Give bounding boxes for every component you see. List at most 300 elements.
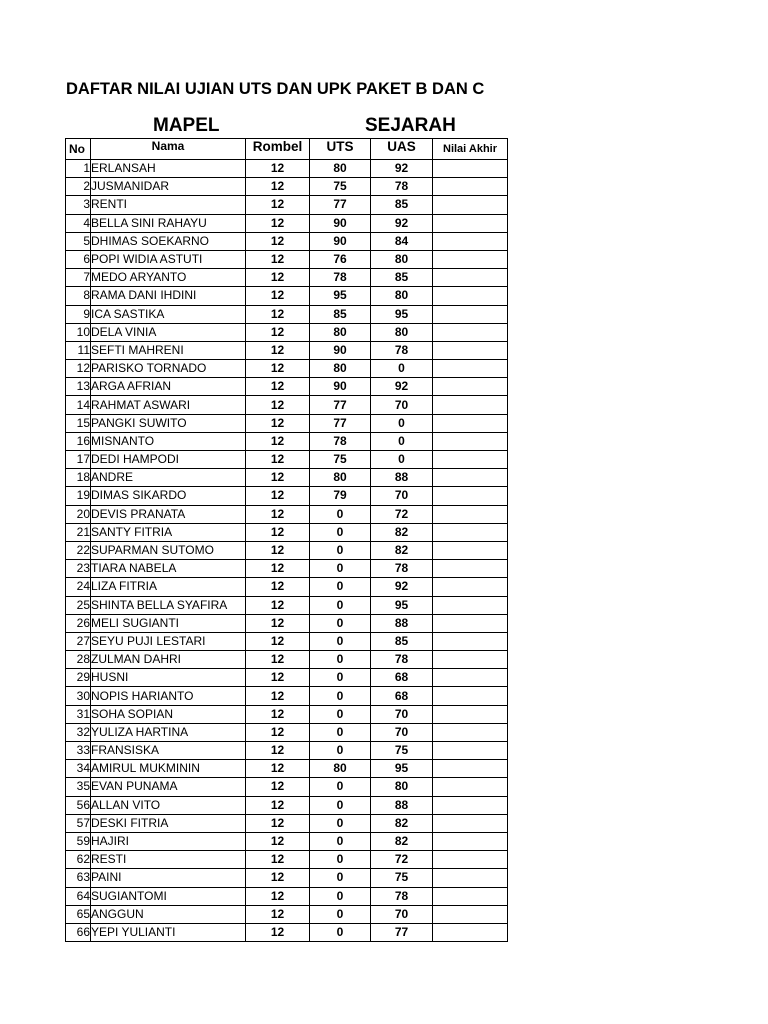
- cell-uts: 0: [310, 687, 371, 705]
- cell-uts: 80: [310, 760, 371, 778]
- cell-uts: 90: [310, 214, 371, 232]
- header-rombel: Rombel: [246, 139, 310, 160]
- cell-uas: 95: [371, 305, 433, 323]
- cell-uas: 88: [371, 614, 433, 632]
- cell-uts: 0: [310, 778, 371, 796]
- cell-no: 6: [66, 250, 91, 268]
- table-header-row: [66, 139, 508, 160]
- cell-uts: 0: [310, 887, 371, 905]
- cell-uts: 77: [310, 396, 371, 414]
- cell-nilai-akhir: [433, 669, 508, 687]
- cell-nama: ALLAN VITO: [91, 796, 246, 814]
- cell-nilai-akhir: [433, 287, 508, 305]
- cell-nama: TIARA NABELA: [91, 560, 246, 578]
- cell-uts: 90: [310, 232, 371, 250]
- cell-nama: SUPARMAN SUTOMO: [91, 541, 246, 559]
- cell-no: 20: [66, 505, 91, 523]
- mapel-label: MAPEL: [153, 115, 220, 136]
- cell-rombel: 12: [246, 923, 310, 941]
- cell-uas: 92: [371, 160, 433, 178]
- cell-no: 35: [66, 778, 91, 796]
- grades-table: [65, 138, 508, 942]
- cell-nama: YULIZA HARTINA: [91, 723, 246, 741]
- cell-rombel: 12: [246, 432, 310, 450]
- cell-nilai-akhir: [433, 360, 508, 378]
- cell-rombel: 12: [246, 887, 310, 905]
- cell-rombel: 12: [246, 523, 310, 541]
- cell-rombel: 12: [246, 305, 310, 323]
- table-row: [66, 887, 508, 905]
- table-row: [66, 178, 508, 196]
- cell-uts: 80: [310, 160, 371, 178]
- cell-uts: 79: [310, 487, 371, 505]
- cell-nama: ZULMAN DAHRI: [91, 651, 246, 669]
- cell-rombel: 12: [246, 487, 310, 505]
- cell-uas: 70: [371, 396, 433, 414]
- cell-uas: 82: [371, 541, 433, 559]
- cell-nama: MELI SUGIANTI: [91, 614, 246, 632]
- cell-nilai-akhir: [433, 687, 508, 705]
- cell-nilai-akhir: [433, 560, 508, 578]
- document-title: DAFTAR NILAI UJIAN UTS DAN UPK PAKET B DAN C: [66, 80, 485, 98]
- cell-nilai-akhir: [433, 487, 508, 505]
- cell-no: 64: [66, 887, 91, 905]
- cell-no: 32: [66, 723, 91, 741]
- cell-nama: RESTI: [91, 851, 246, 869]
- cell-no: 34: [66, 760, 91, 778]
- cell-no: 65: [66, 905, 91, 923]
- cell-uas: 82: [371, 814, 433, 832]
- table-row: [66, 923, 508, 941]
- cell-rombel: 12: [246, 323, 310, 341]
- table-row: [66, 196, 508, 214]
- cell-uts: 90: [310, 378, 371, 396]
- cell-uts: 77: [310, 196, 371, 214]
- cell-nama: BELLA SINI RAHAYU: [91, 214, 246, 232]
- cell-uts: 85: [310, 305, 371, 323]
- cell-nilai-akhir: [433, 341, 508, 359]
- cell-rombel: 12: [246, 596, 310, 614]
- cell-uts: 77: [310, 414, 371, 432]
- cell-nilai-akhir: [433, 396, 508, 414]
- cell-nilai-akhir: [433, 723, 508, 741]
- mapel-subject: SEJARAH: [365, 115, 456, 136]
- cell-nama: MEDO ARYANTO: [91, 269, 246, 287]
- cell-nilai-akhir: [433, 305, 508, 323]
- cell-no: 10: [66, 323, 91, 341]
- table-row: [66, 160, 508, 178]
- cell-uas: 75: [371, 742, 433, 760]
- cell-nilai-akhir: [433, 596, 508, 614]
- cell-uas: 95: [371, 596, 433, 614]
- cell-uas: 85: [371, 632, 433, 650]
- cell-nilai-akhir: [433, 742, 508, 760]
- cell-nama: SUGIANTOMI: [91, 887, 246, 905]
- header-uas: UAS: [371, 139, 433, 160]
- cell-rombel: 12: [246, 360, 310, 378]
- table-row: [66, 560, 508, 578]
- cell-nama: YEPI YULIANTI: [91, 923, 246, 941]
- cell-rombel: 12: [246, 705, 310, 723]
- cell-rombel: 12: [246, 778, 310, 796]
- table-row: [66, 305, 508, 323]
- cell-nama: ARGA AFRIAN: [91, 378, 246, 396]
- cell-uas: 70: [371, 705, 433, 723]
- cell-nilai-akhir: [433, 851, 508, 869]
- cell-rombel: 12: [246, 723, 310, 741]
- cell-no: 28: [66, 651, 91, 669]
- cell-nama: DHIMAS SOEKARNO: [91, 232, 246, 250]
- cell-rombel: 12: [246, 742, 310, 760]
- table-row: [66, 487, 508, 505]
- cell-rombel: 12: [246, 505, 310, 523]
- cell-rombel: 12: [246, 869, 310, 887]
- table-row: [66, 905, 508, 923]
- table-row: [66, 269, 508, 287]
- cell-rombel: 12: [246, 905, 310, 923]
- cell-uts: 0: [310, 578, 371, 596]
- cell-rombel: 12: [246, 232, 310, 250]
- cell-nilai-akhir: [433, 505, 508, 523]
- header-uts: UTS: [310, 139, 371, 160]
- cell-uas: 72: [371, 505, 433, 523]
- table-row: [66, 832, 508, 850]
- cell-uas: 80: [371, 287, 433, 305]
- table-row: [66, 778, 508, 796]
- cell-no: 57: [66, 814, 91, 832]
- cell-uas: 68: [371, 687, 433, 705]
- cell-nilai-akhir: [433, 160, 508, 178]
- cell-no: 30: [66, 687, 91, 705]
- cell-uts: 0: [310, 523, 371, 541]
- cell-uts: 0: [310, 923, 371, 941]
- cell-nilai-akhir: [433, 214, 508, 232]
- cell-uts: 80: [310, 323, 371, 341]
- cell-uas: 0: [371, 451, 433, 469]
- cell-uas: 92: [371, 578, 433, 596]
- cell-rombel: 12: [246, 469, 310, 487]
- cell-uas: 72: [371, 851, 433, 869]
- cell-nama: DESKI FITRIA: [91, 814, 246, 832]
- cell-rombel: 12: [246, 541, 310, 559]
- table-row: [66, 469, 508, 487]
- cell-uts: 0: [310, 851, 371, 869]
- table-row: [66, 596, 508, 614]
- cell-rombel: 12: [246, 687, 310, 705]
- cell-no: 25: [66, 596, 91, 614]
- cell-uas: 78: [371, 178, 433, 196]
- cell-uts: 76: [310, 250, 371, 268]
- cell-uts: 0: [310, 669, 371, 687]
- cell-rombel: 12: [246, 832, 310, 850]
- cell-rombel: 12: [246, 632, 310, 650]
- table-row: [66, 323, 508, 341]
- table-row: [66, 250, 508, 268]
- cell-uas: 80: [371, 323, 433, 341]
- cell-uas: 92: [371, 378, 433, 396]
- cell-nama: SEYU PUJI LESTARI: [91, 632, 246, 650]
- cell-no: 5: [66, 232, 91, 250]
- cell-uas: 70: [371, 905, 433, 923]
- cell-no: 24: [66, 578, 91, 596]
- cell-nilai-akhir: [433, 923, 508, 941]
- cell-nama: DEVIS PRANATA: [91, 505, 246, 523]
- cell-rombel: 12: [246, 414, 310, 432]
- cell-nilai-akhir: [433, 378, 508, 396]
- cell-nilai-akhir: [433, 451, 508, 469]
- cell-uts: 0: [310, 651, 371, 669]
- cell-no: 17: [66, 451, 91, 469]
- cell-uts: 0: [310, 614, 371, 632]
- cell-uas: 82: [371, 832, 433, 850]
- cell-nilai-akhir: [433, 232, 508, 250]
- cell-nilai-akhir: [433, 778, 508, 796]
- cell-no: 63: [66, 869, 91, 887]
- cell-nilai-akhir: [433, 760, 508, 778]
- cell-nilai-akhir: [433, 178, 508, 196]
- cell-nilai-akhir: [433, 887, 508, 905]
- cell-nama: ANDRE: [91, 469, 246, 487]
- cell-no: 27: [66, 632, 91, 650]
- cell-no: 11: [66, 341, 91, 359]
- cell-nama: SHINTA BELLA SYAFIRA: [91, 596, 246, 614]
- table-row: [66, 651, 508, 669]
- cell-no: 31: [66, 705, 91, 723]
- cell-nama: SOHA SOPIAN: [91, 705, 246, 723]
- cell-uts: 80: [310, 360, 371, 378]
- cell-nama: DIMAS SIKARDO: [91, 487, 246, 505]
- cell-nama: DEDI HAMPODI: [91, 451, 246, 469]
- cell-rombel: 12: [246, 269, 310, 287]
- cell-no: 12: [66, 360, 91, 378]
- table-row: [66, 578, 508, 596]
- cell-uts: 0: [310, 905, 371, 923]
- table-row: [66, 705, 508, 723]
- cell-nama: JUSMANIDAR: [91, 178, 246, 196]
- cell-uts: 95: [310, 287, 371, 305]
- cell-no: 13: [66, 378, 91, 396]
- cell-uas: 0: [371, 432, 433, 450]
- table-row: [66, 505, 508, 523]
- cell-uas: 92: [371, 214, 433, 232]
- cell-uts: 0: [310, 505, 371, 523]
- cell-nilai-akhir: [433, 523, 508, 541]
- cell-rombel: 12: [246, 560, 310, 578]
- cell-nilai-akhir: [433, 651, 508, 669]
- table-row: [66, 687, 508, 705]
- cell-nilai-akhir: [433, 469, 508, 487]
- cell-nama: POPI WIDIA ASTUTI: [91, 250, 246, 268]
- cell-uas: 75: [371, 869, 433, 887]
- cell-nama: RAHMAT ASWARI: [91, 396, 246, 414]
- cell-nilai-akhir: [433, 796, 508, 814]
- table-row: [66, 523, 508, 541]
- cell-no: 18: [66, 469, 91, 487]
- table-row: [66, 851, 508, 869]
- cell-nilai-akhir: [433, 250, 508, 268]
- cell-no: 33: [66, 742, 91, 760]
- cell-nilai-akhir: [433, 905, 508, 923]
- cell-no: 21: [66, 523, 91, 541]
- cell-rombel: 12: [246, 814, 310, 832]
- cell-nama: RENTI: [91, 196, 246, 214]
- cell-nama: ERLANSAH: [91, 160, 246, 178]
- table-body: [66, 160, 508, 942]
- cell-uts: 0: [310, 832, 371, 850]
- cell-uts: 0: [310, 560, 371, 578]
- cell-uts: 0: [310, 814, 371, 832]
- cell-uas: 80: [371, 778, 433, 796]
- cell-nama: ANGGUN: [91, 905, 246, 923]
- header-nilai-akhir: Nilai Akhir: [433, 139, 508, 160]
- cell-no: 15: [66, 414, 91, 432]
- cell-uas: 68: [371, 669, 433, 687]
- cell-rombel: 12: [246, 451, 310, 469]
- table-row: [66, 396, 508, 414]
- cell-uas: 78: [371, 651, 433, 669]
- cell-uts: 0: [310, 632, 371, 650]
- table-row: [66, 232, 508, 250]
- table-row: [66, 796, 508, 814]
- cell-nama: SEFTI MAHRENI: [91, 341, 246, 359]
- cell-uas: 95: [371, 760, 433, 778]
- cell-nilai-akhir: [433, 814, 508, 832]
- table-row: [66, 742, 508, 760]
- cell-nama: AMIRUL MUKMININ: [91, 760, 246, 778]
- cell-rombel: 12: [246, 669, 310, 687]
- table-row: [66, 760, 508, 778]
- cell-no: 1: [66, 160, 91, 178]
- cell-nama: HAJIRI: [91, 832, 246, 850]
- cell-no: 14: [66, 396, 91, 414]
- table-row: [66, 723, 508, 741]
- cell-uts: 78: [310, 269, 371, 287]
- cell-uas: 70: [371, 487, 433, 505]
- cell-nama: ICA SASTIKA: [91, 305, 246, 323]
- cell-uts: 75: [310, 451, 371, 469]
- cell-uas: 78: [371, 560, 433, 578]
- cell-uas: 88: [371, 796, 433, 814]
- cell-uas: 80: [371, 250, 433, 268]
- cell-rombel: 12: [246, 287, 310, 305]
- cell-uas: 77: [371, 923, 433, 941]
- cell-nama: PARISKO TORNADO: [91, 360, 246, 378]
- table-row: [66, 341, 508, 359]
- cell-nama: DELA VINIA: [91, 323, 246, 341]
- cell-no: 62: [66, 851, 91, 869]
- cell-uas: 0: [371, 360, 433, 378]
- cell-no: 4: [66, 214, 91, 232]
- table-row: [66, 414, 508, 432]
- table-row: [66, 287, 508, 305]
- cell-uts: 0: [310, 869, 371, 887]
- cell-nilai-akhir: [433, 578, 508, 596]
- cell-uts: 78: [310, 432, 371, 450]
- cell-rombel: 12: [246, 614, 310, 632]
- cell-rombel: 12: [246, 214, 310, 232]
- cell-nama: EVAN PUNAMA: [91, 778, 246, 796]
- cell-uas: 78: [371, 887, 433, 905]
- cell-rombel: 12: [246, 196, 310, 214]
- table-row: [66, 378, 508, 396]
- cell-uas: 88: [371, 469, 433, 487]
- cell-nama: HUSNI: [91, 669, 246, 687]
- cell-no: 2: [66, 178, 91, 196]
- cell-nilai-akhir: [433, 269, 508, 287]
- cell-uts: 0: [310, 796, 371, 814]
- cell-rombel: 12: [246, 341, 310, 359]
- cell-nilai-akhir: [433, 541, 508, 559]
- header-nama: Nama: [91, 139, 246, 160]
- table-row: [66, 214, 508, 232]
- table-row: [66, 614, 508, 632]
- cell-no: 29: [66, 669, 91, 687]
- cell-rombel: 12: [246, 378, 310, 396]
- table-row: [66, 360, 508, 378]
- cell-uas: 78: [371, 341, 433, 359]
- cell-no: 23: [66, 560, 91, 578]
- cell-nama: SANTY FITRIA: [91, 523, 246, 541]
- cell-nama: RAMA DANI IHDINI: [91, 287, 246, 305]
- cell-nilai-akhir: [433, 414, 508, 432]
- cell-nama: FRANSISKA: [91, 742, 246, 760]
- cell-uas: 85: [371, 196, 433, 214]
- cell-uts: 90: [310, 341, 371, 359]
- cell-uas: 85: [371, 269, 433, 287]
- cell-uts: 0: [310, 742, 371, 760]
- cell-nilai-akhir: [433, 614, 508, 632]
- cell-no: 26: [66, 614, 91, 632]
- cell-no: 56: [66, 796, 91, 814]
- cell-rombel: 12: [246, 250, 310, 268]
- cell-no: 19: [66, 487, 91, 505]
- cell-rombel: 12: [246, 178, 310, 196]
- table-row: [66, 869, 508, 887]
- cell-nama: PAINI: [91, 869, 246, 887]
- table-row: [66, 451, 508, 469]
- header-no: No: [66, 139, 91, 160]
- cell-nilai-akhir: [433, 705, 508, 723]
- cell-no: 66: [66, 923, 91, 941]
- cell-uas: 82: [371, 523, 433, 541]
- cell-nilai-akhir: [433, 432, 508, 450]
- cell-no: 59: [66, 832, 91, 850]
- cell-uts: 75: [310, 178, 371, 196]
- cell-nilai-akhir: [433, 869, 508, 887]
- cell-nilai-akhir: [433, 196, 508, 214]
- cell-uts: 0: [310, 705, 371, 723]
- cell-nilai-akhir: [433, 632, 508, 650]
- table-row: [66, 432, 508, 450]
- cell-rombel: 12: [246, 851, 310, 869]
- cell-rombel: 12: [246, 396, 310, 414]
- table-row: [66, 814, 508, 832]
- cell-nama: LIZA FITRIA: [91, 578, 246, 596]
- cell-nama: NOPIS HARIANTO: [91, 687, 246, 705]
- cell-no: 7: [66, 269, 91, 287]
- cell-uts: 0: [310, 723, 371, 741]
- table-row: [66, 669, 508, 687]
- cell-rombel: 12: [246, 760, 310, 778]
- cell-nama: PANGKI SUWITO: [91, 414, 246, 432]
- cell-no: 16: [66, 432, 91, 450]
- cell-uas: 0: [371, 414, 433, 432]
- cell-uts: 0: [310, 541, 371, 559]
- cell-nama: MISNANTO: [91, 432, 246, 450]
- table-row: [66, 632, 508, 650]
- cell-no: 22: [66, 541, 91, 559]
- cell-no: 3: [66, 196, 91, 214]
